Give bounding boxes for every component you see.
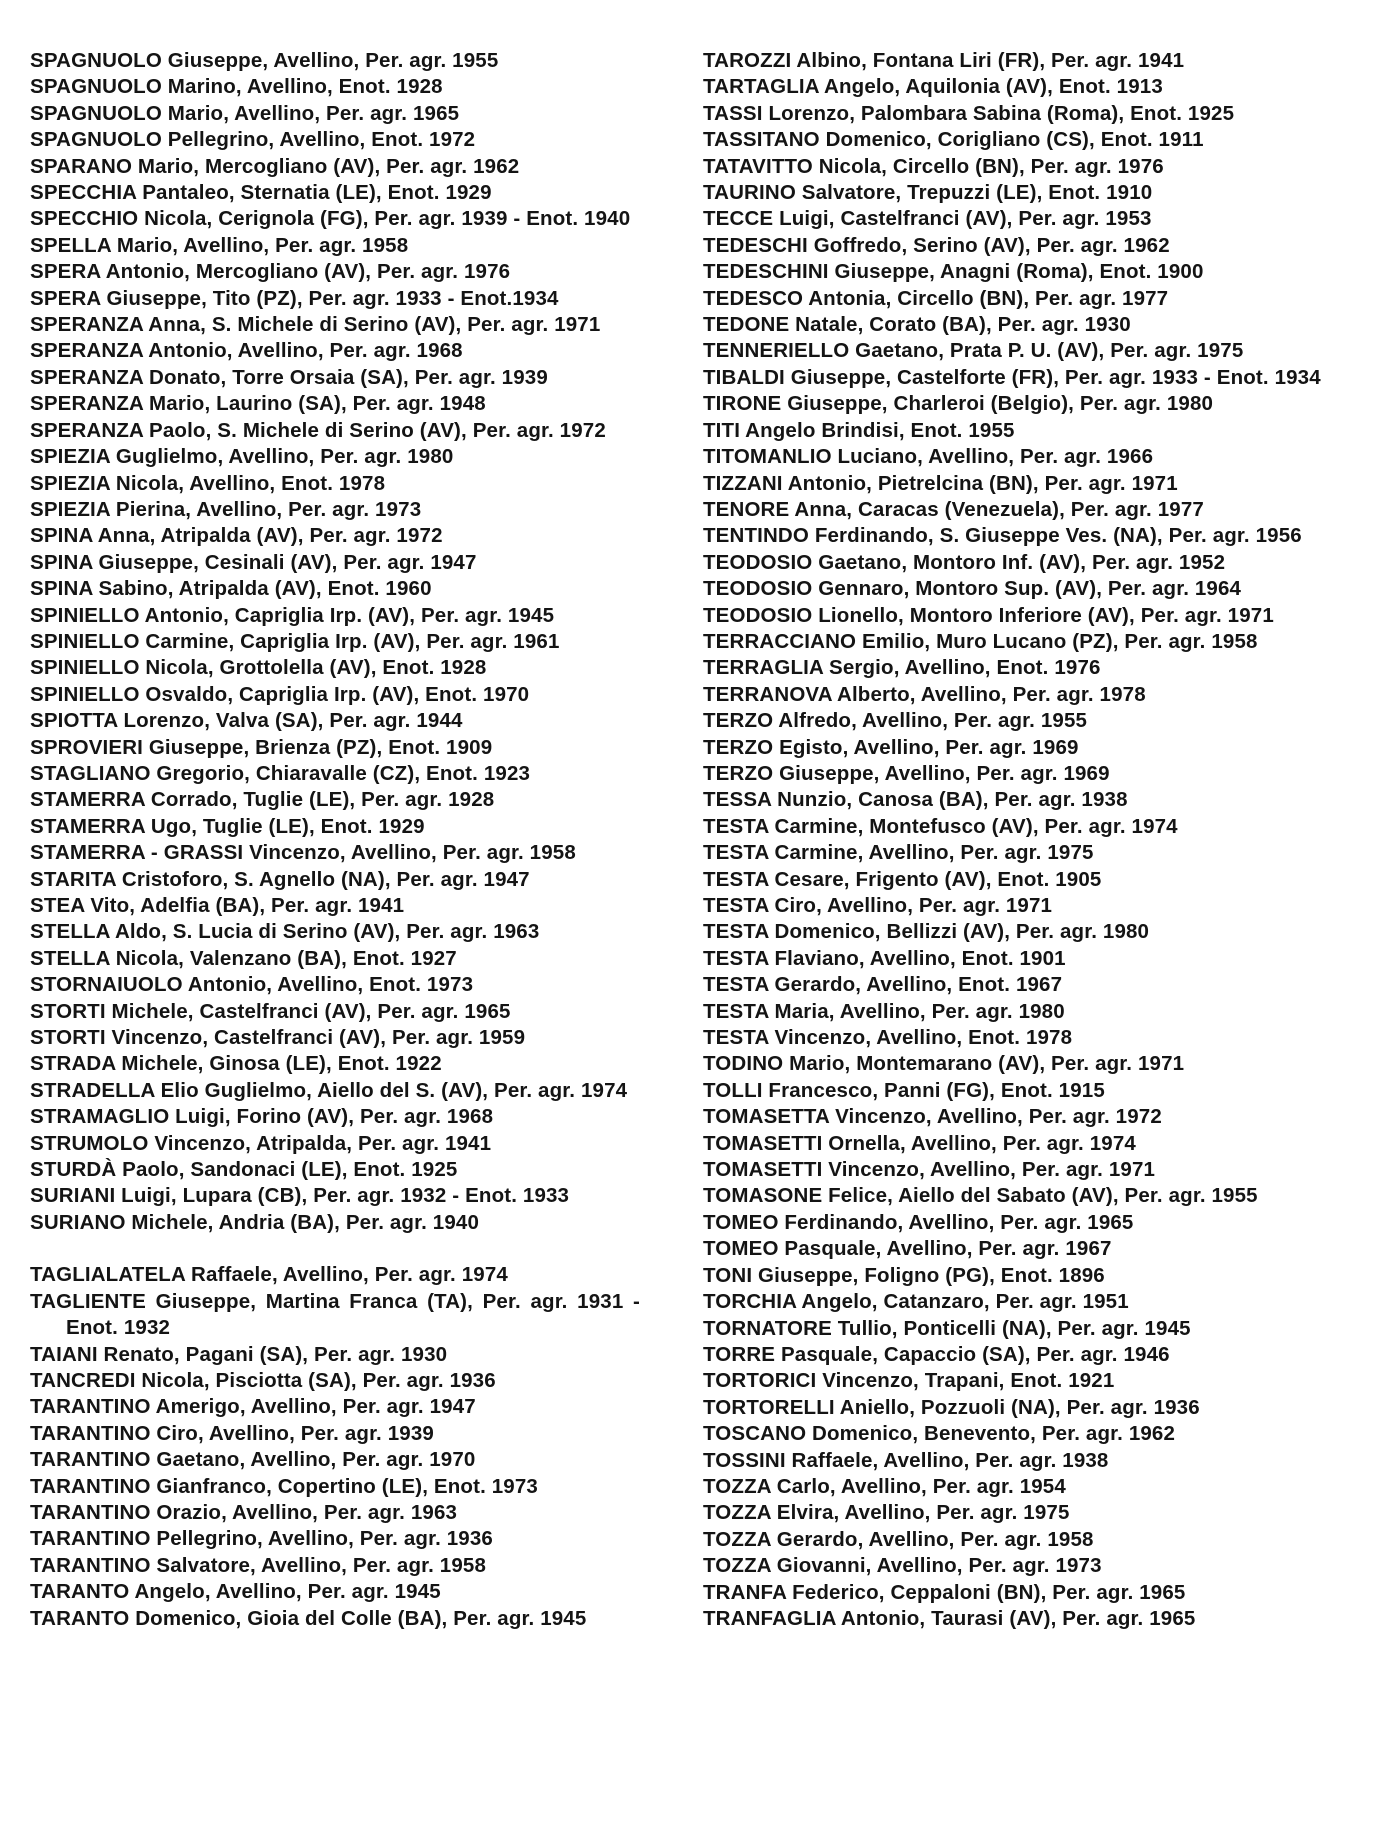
list-entry: TERRANOVA Alberto, Avellino, Per. agr. 1978: [703, 682, 1146, 706]
list-entry: TRANFAGLIA Antonio, Taurasi (AV), Per. agr. 1965: [703, 1606, 1196, 1630]
list-entry: SPIOTTA Lorenzo, Valva (SA), Per. agr. 1944: [30, 709, 463, 733]
list-entry: SPINIELLO Antonio, Capriglia Irp. (AV), Per. agr. 1945: [30, 603, 555, 627]
list-entry: TITOMANLIO Luciano, Avellino, Per. agr. 1966: [703, 445, 1154, 469]
list-entry: STORNAIUOLO Antonio, Avellino, Enot. 1973: [30, 973, 474, 997]
list-entry: TESTA Carmine, Montefusco (AV), Per. agr. 1974: [703, 814, 1178, 838]
list-entry: TEDESCHI Goffredo, Serino (AV), Per. agr. 1962: [703, 233, 1170, 257]
list-entry: TORTORICI Vincenzo, Trapani, Enot. 1921: [703, 1369, 1115, 1393]
list-entry: TERZO Giuseppe, Avellino, Per. agr. 1969: [703, 761, 1110, 785]
list-entry: TOMASETTI Ornella, Avellino, Per. agr. 1974: [703, 1131, 1136, 1155]
list-entry: SPINA Sabino, Atripalda (AV), Enot. 1960: [30, 577, 432, 601]
list-entry: TOMEO Pasquale, Avellino, Per. agr. 1967: [703, 1237, 1112, 1261]
list-entry: STAGLIANO Gregorio, Chiaravalle (CZ), Enot. 1923: [30, 761, 531, 785]
list-entry: STORTI Michele, Castelfranci (AV), Per. agr. 1965: [30, 999, 511, 1023]
list-entry: SPINA Giuseppe, Cesinali (AV), Per. agr. 1947: [30, 550, 477, 574]
list-entry: STEA Vito, Adelfia (BA), Per. agr. 1941: [30, 894, 405, 917]
list-entry: TARANTINO Gianfranco, Copertino (LE), Enot. 1973: [30, 1474, 538, 1498]
list-entry: TOZZA Carlo, Avellino, Per. agr. 1954: [703, 1474, 1066, 1498]
list-entry: TAURINO Salvatore, Trepuzzi (LE), Enot. 1910: [703, 181, 1153, 205]
list-entry: TESTA Vincenzo, Avellino, Enot. 1978: [703, 1026, 1073, 1050]
list-entry: TARANTINO Pellegrino, Avellino, Per. agr. 1936: [30, 1527, 493, 1551]
list-entry: TOMASONE Felice, Aiello del Sabato (AV), Per. agr. 1955: [703, 1184, 1258, 1208]
list-entry: TESTA Maria, Avellino, Per. agr. 1980: [703, 999, 1065, 1023]
list-entry: TONI Giuseppe, Foligno (PG), Enot. 1896: [703, 1263, 1105, 1287]
list-entry: TOMEO Ferdinando, Avellino, Per. agr. 1965: [703, 1210, 1134, 1234]
list-entry: TOZZA Gerardo, Avellino, Per. agr. 1958: [703, 1527, 1094, 1551]
list-entry: TESTA Gerardo, Avellino, Enot. 1967: [703, 973, 1063, 997]
list-entry: TOMASETTI Vincenzo, Avellino, Per. agr. 1971: [703, 1158, 1156, 1182]
list-entry: SPECCHIA Pantaleo, Sternatia (LE), Enot. 1929: [30, 181, 492, 205]
list-entry: STAMERRA - GRASSI Vincenzo, Avellino, Per. agr. 1958: [30, 841, 576, 865]
list-entry: TESTA Flaviano, Avellino, Enot. 1901: [703, 946, 1066, 970]
list-entry: SPERA Giuseppe, Tito (PZ), Per. agr. 1933 - Enot.1934: [30, 286, 559, 310]
list-entry: TARANTINO Ciro, Avellino, Per. agr. 1939: [30, 1421, 434, 1445]
list-entry: TESTA Domenico, Bellizzi (AV), Per. agr. 1980: [703, 920, 1150, 944]
list-entry: TESTA Cesare, Frigento (AV), Enot. 1905: [703, 867, 1102, 891]
list-entry: TORNATORE Tullio, Ponticelli (NA), Per. agr. 1945: [703, 1316, 1191, 1340]
list-entry: SPERANZA Paolo, S. Michele di Serino (AV), Per. agr. 1972: [30, 418, 606, 442]
list-entry: TENORE Anna, Caracas (Venezuela), Per. agr. 1977: [703, 497, 1204, 521]
list-entry: SPROVIERI Giuseppe, Brienza (PZ), Enot. 1909: [30, 735, 493, 759]
list-entry: SURIANO Michele, Andria (BA), Per. agr. 1940: [30, 1210, 480, 1234]
list-entry: TARANTINO Amerigo, Avellino, Per. agr. 1947: [30, 1395, 476, 1419]
list-entry: SPAGNUOLO Giuseppe, Avellino, Per. agr. 1955: [30, 49, 499, 72]
list-entry: TANCREDI Nicola, Pisciotta (SA), Per. agr. 1936: [30, 1368, 496, 1392]
list-entry: TEODOSIO Gennaro, Montoro Sup. (AV), Per. agr. 1964: [703, 577, 1242, 601]
list-entry: TARTAGLIA Angelo, Aquilonia (AV), Enot. 1913: [703, 75, 1163, 99]
list-entry: SPINA Anna, Atripalda (AV), Per. agr. 1972: [30, 524, 443, 548]
list-entry: TIRONE Giuseppe, Charleroi (Belgio), Per. agr. 1980: [703, 392, 1214, 416]
list-entry: STAMERRA Ugo, Tuglie (LE), Enot. 1929: [30, 814, 425, 838]
list-entry: TESTA Ciro, Avellino, Per. agr. 1971: [703, 894, 1053, 917]
section-gap: [30, 1236, 640, 1262]
list-entry: TERRAGLIA Sergio, Avellino, Enot. 1976: [703, 656, 1101, 680]
list-entry: TODINO Mario, Montemarano (AV), Per. agr. 1971: [703, 1052, 1185, 1076]
list-entry: TERZO Alfredo, Avellino, Per. agr. 1955: [703, 709, 1088, 733]
list-entry: SPIEZIA Nicola, Avellino, Enot. 1978: [30, 471, 386, 495]
list-entry: SPERA Antonio, Mercogliano (AV), Per. agr. 1976: [30, 260, 511, 284]
list-entry: TENNERIELLO Gaetano, Prata P. U. (AV), Per. agr. 1975: [703, 339, 1244, 363]
list-entry: SPELLA Mario, Avellino, Per. agr. 1958: [30, 233, 409, 257]
left-column: [30, 48, 640, 1632]
list-entry: SPECCHIO Nicola, Cerignola (FG), Per. agr. 1939 - Enot. 1940: [30, 207, 631, 231]
list-entry: STELLA Aldo, S. Lucia di Serino (AV), Per. agr. 1963: [30, 920, 540, 944]
list-entry: TASSI Lorenzo, Palombara Sabina (Roma), Enot. 1925: [703, 101, 1235, 125]
list-entry: SPAGNUOLO Mario, Avellino, Per. agr. 1965: [30, 101, 460, 125]
list-entry: TEDESCO Antonia, Circello (BN), Per. agr. 1977: [703, 286, 1169, 310]
list-entry: TAIANI Renato, Pagani (SA), Per. agr. 1930: [30, 1342, 448, 1366]
list-entry: TOMASETTA Vincenzo, Avellino, Per. agr. 1972: [703, 1105, 1162, 1129]
list-entry: TAGLIALATELA Raffaele, Avellino, Per. agr. 1974: [30, 1263, 508, 1287]
list-entry: TEODOSIO Gaetano, Montoro Inf. (AV), Per. agr. 1952: [703, 550, 1226, 574]
list-entry: SURIANI Luigi, Lupara (CB), Per. agr. 1932 - Enot. 1933: [30, 1184, 570, 1208]
list-entry: SPINIELLO Nicola, Grottolella (AV), Enot. 1928: [30, 656, 487, 680]
list-entry: STELLA Nicola, Valenzano (BA), Enot. 1927: [30, 946, 457, 970]
list-entry: SPINIELLO Carmine, Capriglia Irp. (AV), Per. agr. 1961: [30, 629, 560, 653]
list-entry: TASSITANO Domenico, Corigliano (CS), Enot. 1911: [703, 128, 1204, 152]
list-entry: TOSCANO Domenico, Benevento, Per. agr. 1962: [703, 1422, 1176, 1446]
list-entry: TESTA Carmine, Avellino, Per. agr. 1975: [703, 841, 1094, 865]
list-entry: TRANFA Federico, Ceppaloni (BN), Per. agr. 1965: [703, 1580, 1186, 1604]
list-entry: TITI Angelo Brindisi, Enot. 1955: [703, 418, 1015, 442]
list-entry: STAMERRA Corrado, Tuglie (LE), Per. agr. 1928: [30, 788, 495, 812]
list-entry: TARANTO Angelo, Avellino, Per. agr. 1945: [30, 1580, 441, 1604]
list-entry: SPERANZA Mario, Laurino (SA), Per. agr. 1948: [30, 392, 486, 416]
list-entry: SPAGNUOLO Marino, Avellino, Enot. 1928: [30, 75, 443, 99]
list-entry: SPINIELLO Osvaldo, Capriglia Irp. (AV), Enot. 1970: [30, 682, 530, 706]
list-entry: SPERANZA Donato, Torre Orsaia (SA), Per. agr. 1939: [30, 365, 548, 389]
list-entry: STORTI Vincenzo, Castelfranci (AV), Per. agr. 1959: [30, 1026, 526, 1050]
list-entry: TOZZA Giovanni, Avellino, Per. agr. 1973: [703, 1554, 1102, 1578]
list-entry: TEDONE Natale, Corato (BA), Per. agr. 1930: [703, 313, 1131, 337]
list-entry: SPERANZA Antonio, Avellino, Per. agr. 1968: [30, 339, 463, 363]
list-entry: TAGLIENTE Giuseppe, Martina Franca (TA), Per. agr. 1931 - Enot. 1932: [30, 1289, 640, 1340]
list-entry: SPIEZIA Pierina, Avellino, Per. agr. 1973: [30, 497, 422, 521]
list-entry: TECCE Luigi, Castelfranci (AV), Per. agr. 1953: [703, 207, 1152, 231]
list-entry: SPIEZIA Guglielmo, Avellino, Per. agr. 1980: [30, 445, 454, 469]
list-entry: TARANTINO Salvatore, Avellino, Per. agr. 1958: [30, 1553, 487, 1577]
list-entry: TERRACCIANO Emilio, Muro Lucano (PZ), Per. agr. 1958: [703, 629, 1258, 653]
list-entry: SPAGNUOLO Pellegrino, Avellino, Enot. 1972: [30, 128, 476, 152]
list-entry: TARANTO Domenico, Gioia del Colle (BA), Per. agr. 1945: [30, 1606, 587, 1630]
list-entry: SPERANZA Anna, S. Michele di Serino (AV), Per. agr. 1971: [30, 313, 601, 337]
list-entry: TAROZZI Albino, Fontana Liri (FR), Per. agr. 1941: [703, 49, 1185, 72]
list-entry: STRADELLA Elio Guglielmo, Aiello del S. (AV), Per. agr. 1974: [30, 1078, 628, 1102]
list-entry: TERZO Egisto, Avellino, Per. agr. 1969: [703, 735, 1079, 759]
list-entry: TARANTINO Gaetano, Avellino, Per. agr. 1970: [30, 1448, 476, 1472]
list-entry: STRUMOLO Vincenzo, Atripalda, Per. agr. 1941: [30, 1131, 492, 1155]
right-column: [703, 48, 1323, 1632]
list-entry: TARANTINO Orazio, Avellino, Per. agr. 1963: [30, 1500, 458, 1524]
list-entry: TORRE Pasquale, Capaccio (SA), Per. agr. 1946: [703, 1342, 1170, 1366]
list-entry: TEODOSIO Lionello, Montoro Inferiore (AV), Per. agr. 1971: [703, 603, 1274, 627]
list-entry: STARITA Cristoforo, S. Agnello (NA), Per. agr. 1947: [30, 867, 530, 891]
list-entry: TORTORELLI Aniello, Pozzuoli (NA), Per. agr. 1936: [703, 1395, 1200, 1419]
list-entry: STURDÀ Paolo, Sandonaci (LE), Enot. 1925: [30, 1158, 458, 1182]
list-entry: TEDESCHINI Giuseppe, Anagni (Roma), Enot. 1900: [703, 260, 1204, 284]
list-entry: TOSSINI Raffaele, Avellino, Per. agr. 1938: [703, 1448, 1109, 1472]
list-entry: TOZZA Elvira, Avellino, Per. agr. 1975: [703, 1501, 1070, 1525]
list-entry: STRAMAGLIO Luigi, Forino (AV), Per. agr. 1968: [30, 1105, 494, 1129]
list-entry: TOLLI Francesco, Panni (FG), Enot. 1915: [703, 1078, 1105, 1102]
list-entry: TESSA Nunzio, Canosa (BA), Per. agr. 1938: [703, 788, 1128, 812]
list-entry: SPARANO Mario, Mercogliano (AV), Per. agr. 1962: [30, 154, 520, 178]
list-entry: TIZZANI Antonio, Pietrelcina (BN), Per. agr. 1971: [703, 471, 1178, 495]
list-entry: TORCHIA Angelo, Catanzaro, Per. agr. 1951: [703, 1290, 1129, 1314]
list-entry: TATAVITTO Nicola, Circello (BN), Per. agr. 1976: [703, 154, 1164, 178]
list-entry: STRADA Michele, Ginosa (LE), Enot. 1922: [30, 1052, 442, 1076]
list-entry: TENTINDO Ferdinando, S. Giuseppe Ves. (NA), Per. agr. 1956: [703, 524, 1302, 548]
list-entry: TIBALDI Giuseppe, Castelforte (FR), Per. agr. 1933 - Enot. 1934: [703, 365, 1321, 389]
